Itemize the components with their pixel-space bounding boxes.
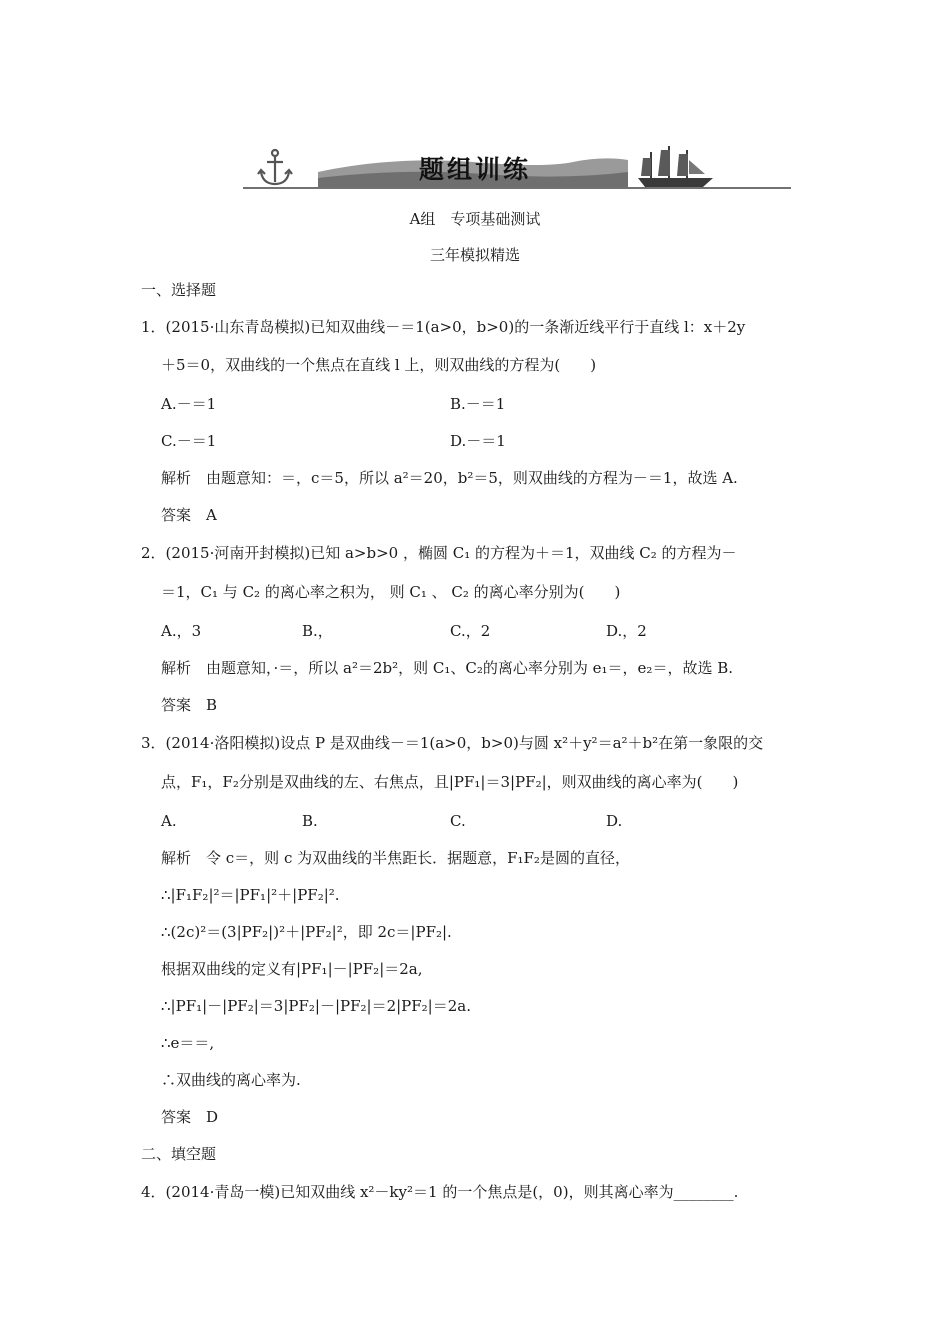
q3-option-b: B. xyxy=(302,812,318,830)
q1-option-c: C.－＝1 xyxy=(161,432,217,450)
q1-line1: 1．(2015·山东青岛模拟)已知双曲线－＝1(a>0，b>0)的一条渐近线平行于直线 l：x＋2y xyxy=(141,318,746,336)
group-title: A组 专项基础测试 xyxy=(409,210,541,228)
q3-analysis-step2: ∴|F₁F₂|²＝|PF₁|²＋|PF₂|². xyxy=(161,886,340,904)
anchor-icon xyxy=(258,150,292,184)
q3-line1: 3．(2014·洛阳模拟)设点 P 是双曲线－＝1(a>0，b>0)与圆 x²＋y²＝a²＋b²在第一象限的交 xyxy=(141,734,764,752)
q2-analysis: 解析 由题意知，·＝，所以 a²＝2b²，则 C₁、C₂的离心率分别为 e₁＝，e₂＝，故选 B. xyxy=(161,659,734,677)
q3-analysis-step7: ∴双曲线的离心率为. xyxy=(161,1071,301,1089)
q1-analysis: 解析 由题意知：＝，c＝5，所以 a²＝20，b²＝5，则双曲线的方程为－＝1，故选 A. xyxy=(161,469,738,487)
q3-analysis-step5: ∴|PF₁|－|PF₂|＝3|PF₂|－|PF₂|＝2|PF₂|＝2a. xyxy=(161,997,471,1015)
q2-line1: 2．(2015·河南开封模拟)已知 a>b>0 ，椭圆 C₁ 的方程为＋＝1，双曲线 C₂ 的方程为－ xyxy=(141,544,737,562)
q1-answer: 答案 A xyxy=(161,506,217,524)
q3-analysis-step6: ∴e＝＝, xyxy=(161,1034,215,1052)
q3-option-d: D. xyxy=(606,812,623,830)
q3-option-a: A. xyxy=(161,812,177,830)
ship-icon xyxy=(638,146,713,187)
q3-option-c: C. xyxy=(450,812,466,830)
q1-option-b: B.－＝1 xyxy=(450,395,506,413)
q2-option-b: B.， xyxy=(302,622,333,640)
q2-line2: ＝1，C₁ 与 C₂ 的离心率之积为， 则 C₁ 、 C₂ 的离心率分别为( ) xyxy=(161,583,621,601)
q1-option-a: A.－＝1 xyxy=(161,395,217,413)
q1-option-d: D.－＝1 xyxy=(450,432,506,450)
q3-answer: 答案 D xyxy=(161,1108,219,1126)
q2-option-a: A.，3 xyxy=(161,622,202,640)
section-heading-fill: 二、填空题 xyxy=(141,1145,217,1163)
q3-analysis-step1: 解析 令 c＝，则 c 为双曲线的半焦距长．据题意，F₁F₂是圆的直径， xyxy=(161,849,630,867)
q4-line1: 4．(2014·青岛一模)已知双曲线 x²－ky²＝1 的一个焦点是(，0)，则其离心率为________. xyxy=(141,1183,739,1201)
section-heading-choice: 一、选择题 xyxy=(141,281,217,299)
q3-line2: 点，F₁，F₂分别是双曲线的左、右焦点，且|PF₁|＝3|PF₂|，则双曲线的离心率为( ) xyxy=(161,773,739,791)
q1-line2: ＋5＝0，双曲线的一个焦点在直线 l 上，则双曲线的方程为( ) xyxy=(161,356,597,374)
banner-title: 题组训练 xyxy=(418,155,531,184)
q3-analysis-step3: ∴(2c)²＝(3|PF₂|)²＋|PF₂|²，即 2c＝|PF₂|. xyxy=(161,923,452,941)
q2-option-d: D.，2 xyxy=(606,622,647,640)
q3-analysis-step4: 根据双曲线的定义有|PF₁|－|PF₂|＝2a, xyxy=(161,960,423,978)
q2-answer: 答案 B xyxy=(161,696,218,714)
sub-title: 三年模拟精选 xyxy=(429,246,520,264)
q2-option-c: C.，2 xyxy=(450,622,491,640)
